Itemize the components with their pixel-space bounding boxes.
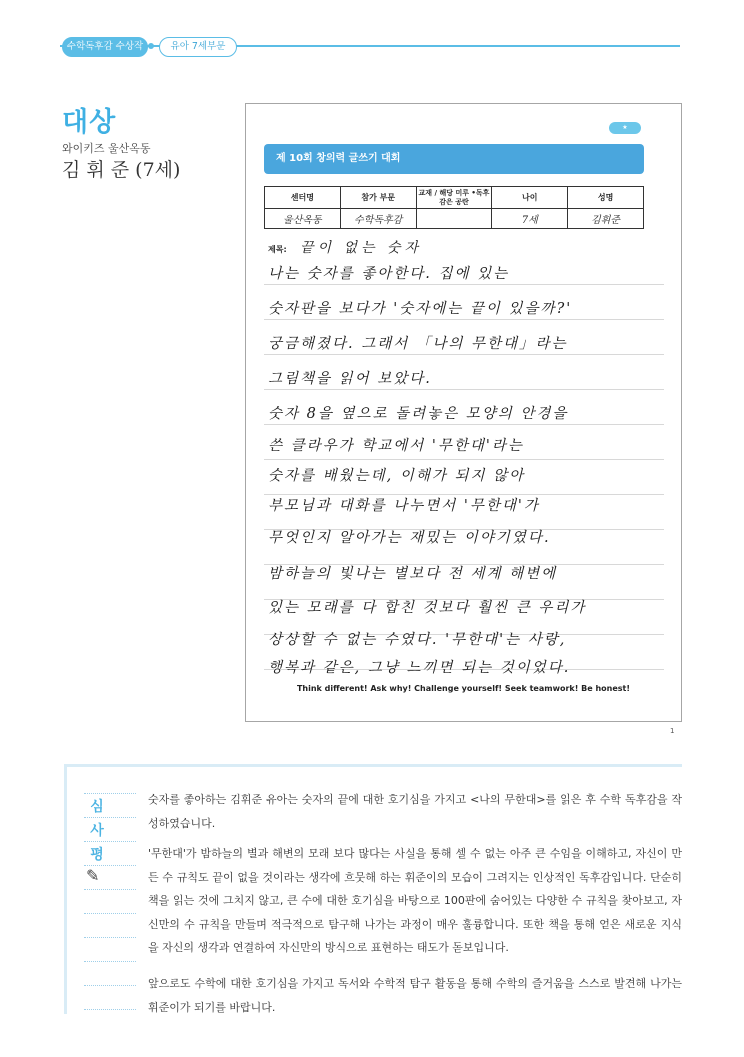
handwritten-line: 있는 모래를 다 합친 것보다 훨씬 큰 우리가 bbox=[268, 600, 587, 616]
value-cell-category: 수학독후감 bbox=[340, 209, 416, 229]
ruled-line bbox=[264, 284, 664, 285]
contest-logo-icon: ★ bbox=[609, 122, 641, 134]
review-label-char: 심 bbox=[90, 799, 104, 815]
essay-title: 끝이 없는 숫자 bbox=[300, 240, 423, 256]
school-name: 와이키즈 울산옥동 bbox=[62, 142, 151, 155]
header-cell-category: 참가 부문 bbox=[340, 187, 416, 209]
page-number: 1 bbox=[670, 727, 675, 735]
student-name: 김 휘 준 (7세) bbox=[62, 159, 181, 181]
dotted-divider bbox=[84, 841, 136, 842]
handwritten-line: 쓴 클라우가 학교에서 '무한대'라는 bbox=[268, 438, 524, 454]
ruled-line bbox=[264, 389, 664, 390]
handwritten-line: 밤하늘의 빛나는 별보다 전 세계 해변에 bbox=[268, 566, 558, 582]
manuscript-scan bbox=[245, 103, 682, 722]
value-cell-textbook bbox=[416, 209, 492, 229]
header-cell-textbook: 교재 / 해당 미루 •독후감은 공란 bbox=[416, 187, 492, 209]
dotted-divider bbox=[84, 889, 136, 890]
dotted-divider bbox=[84, 793, 136, 794]
ruled-line bbox=[264, 459, 664, 460]
review-label-char: 사 bbox=[90, 823, 104, 839]
handwritten-line: 숫자를 배웠는데, 이해가 되지 않아 bbox=[268, 468, 526, 484]
dotted-divider bbox=[84, 937, 136, 938]
ruled-line bbox=[264, 319, 664, 320]
value-cell-name: 김휘준 bbox=[568, 209, 644, 229]
handwritten-line: 숫자 8을 옆으로 돌려놓은 모양의 안경을 bbox=[268, 406, 569, 422]
handwritten-line: 궁금해졌다. 그래서 「나의 무한대」라는 bbox=[268, 336, 568, 352]
entry-info-table bbox=[264, 186, 644, 229]
dotted-divider bbox=[84, 913, 136, 914]
contest-banner: 제 10회 창의력 글쓰기 대회 bbox=[264, 144, 644, 174]
header-cell-age: 나이 bbox=[492, 187, 568, 209]
handwritten-line: 나는 숫자를 좋아한다. 집에 있는 bbox=[268, 266, 510, 282]
dotted-divider bbox=[84, 961, 136, 962]
header-cell-center: 센터명 bbox=[265, 187, 341, 209]
review-top-border bbox=[64, 764, 682, 767]
handwritten-line: 행복과 같은, 그냥 느끼면 되는 것이었다. bbox=[268, 660, 571, 676]
pencil-icon: ✎ bbox=[86, 866, 100, 885]
handwritten-line: 숫자판을 보다가 '숫자에는 끝이 있을까?' bbox=[268, 301, 573, 317]
ruled-line bbox=[264, 354, 664, 355]
handwritten-line: 상상할 수 없는 수였다. '무한대'는 사랑, bbox=[268, 632, 567, 648]
contest-motto: Think different! Ask why! Challenge yourself! Seek teamwork! Be honest! bbox=[296, 684, 631, 693]
dotted-divider bbox=[84, 865, 136, 866]
essay-title-label: 제목: bbox=[268, 245, 287, 254]
header-cell-name: 성명 bbox=[568, 187, 644, 209]
value-cell-age: 7세 bbox=[492, 209, 568, 229]
review-paragraph: 숫자를 좋아하는 김휘준 유아는 숫자의 끝에 대한 호기심을 가지고 <나의 무한대>를 읽은 후 수학 독후감을 작성하였습니다. bbox=[148, 793, 682, 830]
dotted-divider bbox=[84, 817, 136, 818]
header-dot bbox=[148, 43, 154, 49]
award-title: 대상 bbox=[62, 107, 117, 138]
category-badge: 수학독후감 수상작 bbox=[62, 37, 148, 57]
dotted-divider bbox=[84, 1009, 136, 1010]
handwritten-line: 그림책을 읽어 보았다. bbox=[268, 371, 432, 387]
dotted-divider bbox=[84, 985, 136, 986]
review-label-char: 평 bbox=[90, 847, 104, 863]
ruled-line bbox=[264, 424, 664, 425]
handwritten-line: 부모님과 대화를 나누면서 '무한대'가 bbox=[268, 498, 540, 514]
division-badge: 유아 7세부문 bbox=[159, 37, 237, 57]
review-paragraph: 앞으로도 수학에 대한 호기심을 가지고 독서와 수학적 탐구 활동을 통해 수학의 즐거움을 스스로 발견해 나가는 휘준이가 되기를 바랍니다. bbox=[148, 977, 682, 1014]
handwritten-line: 무엇인지 알아가는 재밌는 이야기였다. bbox=[268, 530, 551, 546]
review-paragraph: '무한대'가 밤하늘의 별과 해변의 모래 보다 많다는 사실을 통해 셀 수 없는 아주 큰 수임을 이해하고, 자신이 만든 수 규칙도 끝이 없을 것이라는 생각에 흐뭇해 하는 휘준이의 모습이 그려지는 인상적인 독후감입니다. 단순히 책을 읽는 것에 그치지 않고, 큰 수에 대한 호기심을 바탕으로 100판에 숨어있는 다양한 수 규칙을 찾아보고, 자신만의 수 규칙을 만들며 적극적으로 탐구해 나가는 과정이 매우 훌륭합니다. 또한 책을 통해 얻은 새로운 지식을 자신의 생각과 연결하여 자신만의 방식으로 표현하는 태도가 돋보입니다. bbox=[148, 847, 682, 954]
value-cell-center: 울산옥동 bbox=[265, 209, 341, 229]
review-side-border bbox=[64, 764, 67, 1014]
